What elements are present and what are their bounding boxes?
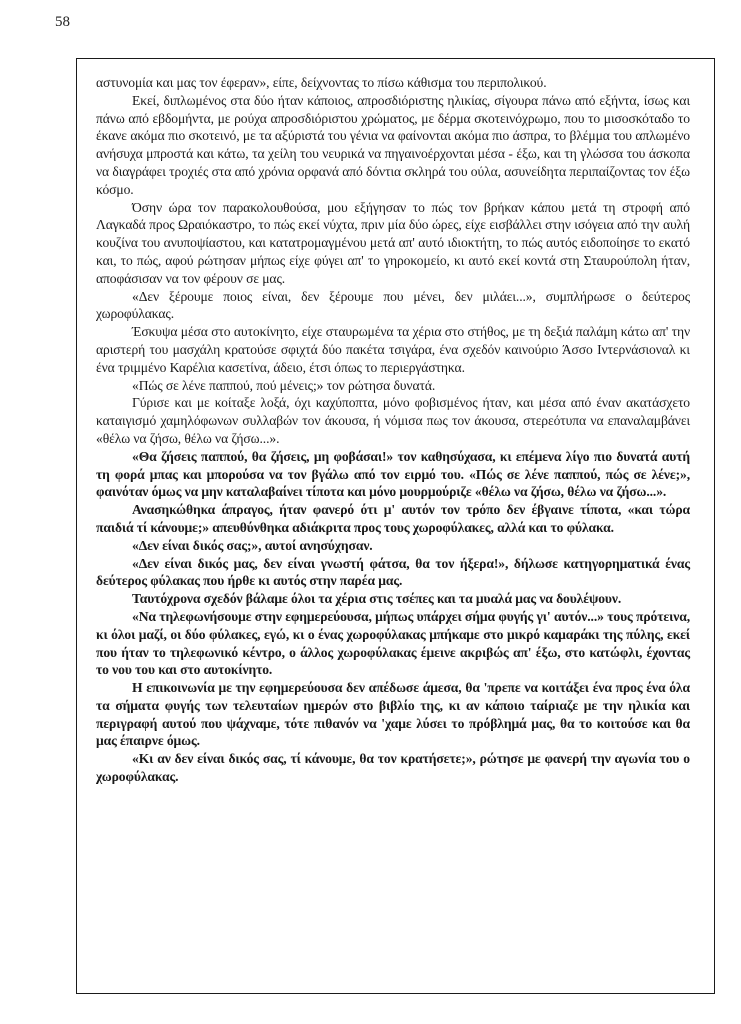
paragraph: Έσκυψα μέσα στο αυτοκίνητο, είχε σταυρωμένα τα χέρια στο στήθος, με τη δεξιά παλάμη κάτω απ' την αριστερή του μασχάλη κρατούσε σφιχτά δύο πακέτα τσιγάρα, ένα σχεδόν καινούριο Άσσο Ιντερνάσιοναλ κι ένα τριμμένο Καρέλια κασετίνα, άδειο, έτσι όπως το περιεργάστηκα. bbox=[96, 324, 690, 375]
paragraph: Όσην ώρα τον παρακολουθούσα, μου εξήγησαν το πώς τον βρήκαν κάπου μετά τη στροφή από Λαγκαδά προς Ωραιόκαστρο, το πώς εκεί νύχτα, πριν μία δύο ώρες, είχε εισβάλλει στην ισόγεια από την αυλή κουζίνα του ανυποψίαστου, και κατατρομαγμένου μετά απ' αυτό ιδιοκτήτη, το πώς αυτός ειδοποίησε το εκατό και, το πώς, αφού ρώτησαν μήπως είχε φύγει απ' το γηροκομείο, κι αυτό εκεί κοντά στη Σταυρούπολη ήταν, αποφάσισαν να τον φέρουν σε μας. bbox=[96, 199, 690, 286]
page-number: 58 bbox=[55, 14, 70, 30]
paragraph: «Δεν είναι δικός μας, δεν είναι γνωστή φάτσα, θα τον ήξερα!», δήλωσε κατηγορηματικά ένας δεύτερος φύλακας που ήρθε κι αυτός στην παρέα μας. bbox=[96, 555, 690, 589]
paragraph: «Δεν είναι δικός σας;», αυτοί ανησύχησαν. bbox=[132, 537, 373, 553]
paragraph: «Να τηλεφωνήσουμε στην εφημερεύουσα, μήπως υπάρχει σήμα φυγής γι' αυτόν...» τους πρότεινα, κι όλοι μαζί, οι δύο φύλακες, εγώ, κι ο ένας χωροφύλακας μπήκαμε στο μικρό καμαράκι της πύλης, εκεί που ήταν το τηλεφωνικό κέντρο, ο άλλος χωροφύλακας έμεινε ακριβώς απ' έξω, στο κατώφλι, έχοντας το νου του και στο αυτοκίνητο. bbox=[96, 608, 690, 678]
paragraph: Γύρισε και με κοίταξε λοξά, όχι καχύποπτα, μόνο φοβισμένος ήταν, και μέσα από έναν ακατάσχετο καταιγισμό χαμηλόφωνων συλλαβών τον άκουσα, ή νόμισα πως τον άκουσα, στερεότυπα να επαναλαμβάνει «θέλω να ζήσω, θέλω να ζήσω...». bbox=[96, 395, 690, 446]
paragraph: «Πώς σε λένε παππού, πού μένεις;» τον ρώτησα δυνατά. bbox=[132, 377, 436, 393]
paragraph: αστυνομία και μας τον έφεραν», είπε, δείχνοντας το πίσω κάθισμα του περιπολικού. bbox=[96, 75, 547, 90]
paragraph: Η επικοινωνία με την εφημερεύουσα δεν απέδωσε άμεσα, θα 'πρεπε να κοιτάξει ένα προς ένα όλα τα σήματα φυγής των τελευταίων ημερών στο βιβλίο της, κι αν κάποιο ταίριαζε με την ηλικία και περιγραφή αυτού που ψάχναμε, τότε πιθανόν να 'χαμε λύσει το πρόβλημά μας, θα το κοιτούσε και θα μας έπαιρνε όμως. bbox=[96, 680, 690, 749]
paragraph: «Θα ζήσεις παππού, θα ζήσεις, μη φοβάσαι!» τον καθησύχασα, κι επέμενα λίγο πιο δυνατά αυτή τη φορά μπας και μπορούσα να τον βγάλω από τον ειρμό του. «Πώς σε λένε παππού, πώς σε λένε;», φαινόταν όμως να μην καταλαβαίνει τίποτα και μόνο μουρμούριζε «θέλω να ζήσω, θέλω να ζήσω...». bbox=[96, 448, 690, 500]
paragraph: Ταυτόχρονα σχεδόν βάλαμε όλοι τα χέρια στις τσέπες και τα μυαλά μας να δουλέψουν. bbox=[132, 591, 622, 607]
text-body bbox=[96, 74, 690, 786]
paragraph: «Κι αν δεν είναι δικός σας, τί κάνουμε, θα τον κρατήσετε;», ρώτησε με φανερή την αγωνία του ο χωροφύλακας. bbox=[96, 751, 690, 785]
paragraph: Εκεί, διπλωμένος στα δύο ήταν κάποιος, απροσδιόριστης ηλικίας, σίγουρα πάνω από εξήντα, ίσως και πάνω από εβδομήντα, με ρούχα απροσδιόριστου χρώματος, με δέρμα σκοτεινόχρωμο, που το μισοσκόταδο το έκανε ακόμα πιο σκοτεινό, με τα αξύριστά του γένια να φαίνονται ακόμα πιο άσπρα, το βλέμμα του απλωμένο ανήσυχα μπροστά και κάτω, τα χείλη του νευρικά να πηγαινοέρχονται μέσα - έξω, και τη γλώσσα του άσκοπα να διαγράφει τροχιές στα από χρόνια ορφανά από δόντια σκληρά του ούλα, ασυνείδητα περιπαίζοντας τον έξω κόσμο. bbox=[96, 92, 690, 197]
paragraph: «Δεν ξέρουμε ποιος είναι, δεν ξέρουμε που μένει, δεν μιλάει...», συμπλήρωσε ο δεύτερος χωροφύλακας. bbox=[96, 288, 690, 322]
paragraph: Ανασηκώθηκα άπραγος, ήταν φανερό ότι μ' αυτόν τον τρόπο δεν έβγαινε τίποτα, «και τώρα παιδιά τί κάνουμε;» απευθύνθηκα αδιάκριτα προς τους χωροφύλακες, αλλά και το φύλακα. bbox=[96, 502, 690, 535]
